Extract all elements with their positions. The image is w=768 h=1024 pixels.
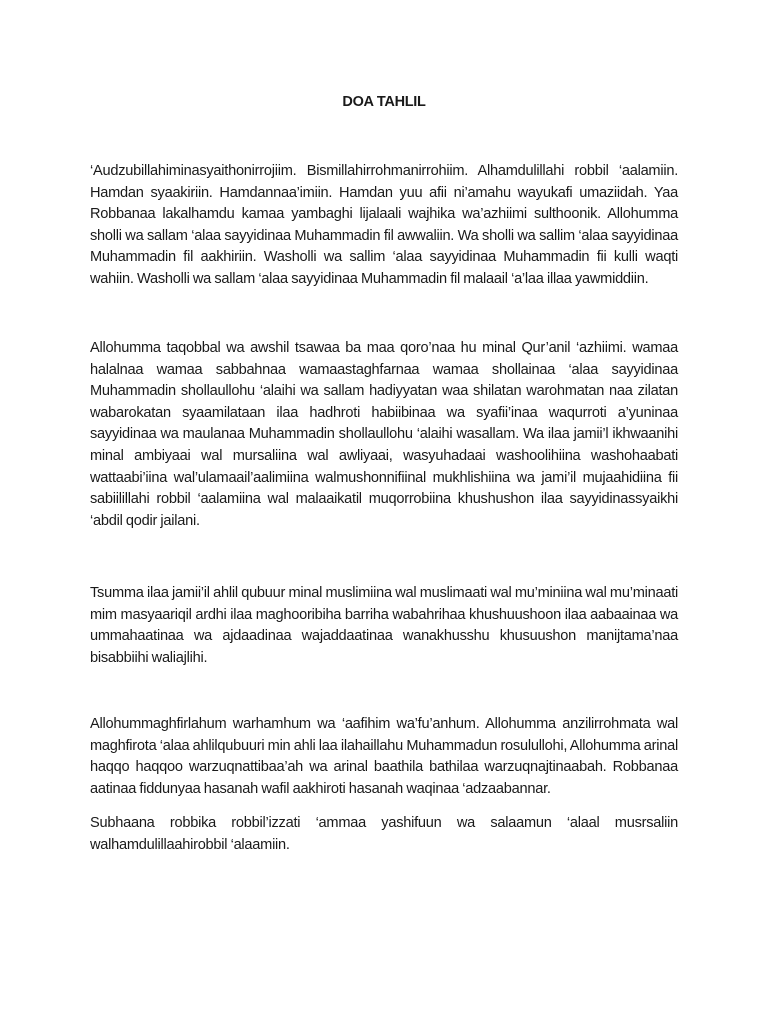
paragraph-ahlil-qubuur: Tsumma ilaa jamii’il ahlil qubuur minal muslimiina wal muslimaati wal mu’miniina wal mu’minaati mim masyaariqil ardhi ilaa maghooribiha barriha wabahrihaa khushuushoon ilaa aabaainaa wa ummahaatinaa wa ajdaadinaa wajaddaatinaa wanakhusshu khusuushon manijtama’naa bisabbiihi waliajlihi. [90, 585, 678, 666]
paragraph-closing: Subhaana robbika robbil’izzati ‘ammaa yashifuun wa salaamun ‘alaal musrsaliin walhamdulillaahirobbil ‘alaamiin. [90, 815, 678, 853]
paragraph-dedication: Allohumma taqobbal wa awshil tsawaa ba maa qoro’naa hu minal Qur’anil ‘azhiimi. wamaa halalnaa wamaa sabbahnaa wamaastaghfarnaa wamaa shollainaa ‘alaa sayyidinaa Muhammadin shollaullohu ‘alaihi wa sallam hadiyyatan waa shilatan warohmatan naa zilatan wabarokatan syaamilataan ilaa hadhroti habiibinaa wa syafii’inaa waqurroti a’yuninaa sayyidinaa wa maulanaa Muhammadin shollaullohu ‘alaihi wasallam. Wa ilaa jamii’l ikhwaanihi minal ambiyaai wal mursaliina wal awliyaai, wasyuhadaai washoolihiina washohaabati wattaabi’iina wal’ulamaail’aalimiina walmushonnifiinal mukhlishiina wa jami’il mujaahidiina fii sabiilillahi robbil ‘aalamiina wal malaaikatil muqorrobiina khushushon ilaa sayyidinassyaikhi ‘abdil qodir jailani. [90, 340, 678, 529]
document-page [90, 0, 678, 1024]
paragraph-opening: ‘Audzubillahiminasyaithonirrojiim. Bismillahirrohmanirrohiim. Alhamdulillahi robbil ‘aalamiin. Hamdan syaakiriin. Hamdannaa’imiin. Hamdan yuu afii ni’amahu wayukafi umaziidah. Yaa Robbanaa lakalhamdu kamaa yambaghi lijalaali wajhika wa’azhiimi sulthoonik. Allohumma sholli wa sallam ‘alaa sayyidinaa Muhammadin fil awwaliin. Wa sholli wa sallim ‘alaa sayyidinaa Muhammadin fil aakhiriin. Washolli wa sallim ‘alaa sayyidinaa Muhammadin fii kulli waqti wahiin. Washolli wa sallam ‘alaa sayyidinaa Muhammadin fil malaail ‘a’laa illaa yawmiddiin. [90, 163, 678, 287]
document-title: DOA TAHLIL [342, 94, 426, 110]
paragraph-forgiveness: Allohummaghfirlahum warhamhum wa ‘aafihim wa’fu’anhum. Allohumma anzilirrohmata wal maghfirota ‘alaa ahlilqubuuri min ahli laa ilahaillahu Muhammadun rosulullohi, Allohumma arinal haqqo haqqoo warzuqnattibaa’ah wa arinal baathila bathilaa warzuqnajtinaabah. Robbanaa aatinaa fiddunyaa hasanah wafil aakhiroti hasanah waqinaa ‘adzaabannar. [90, 716, 678, 797]
